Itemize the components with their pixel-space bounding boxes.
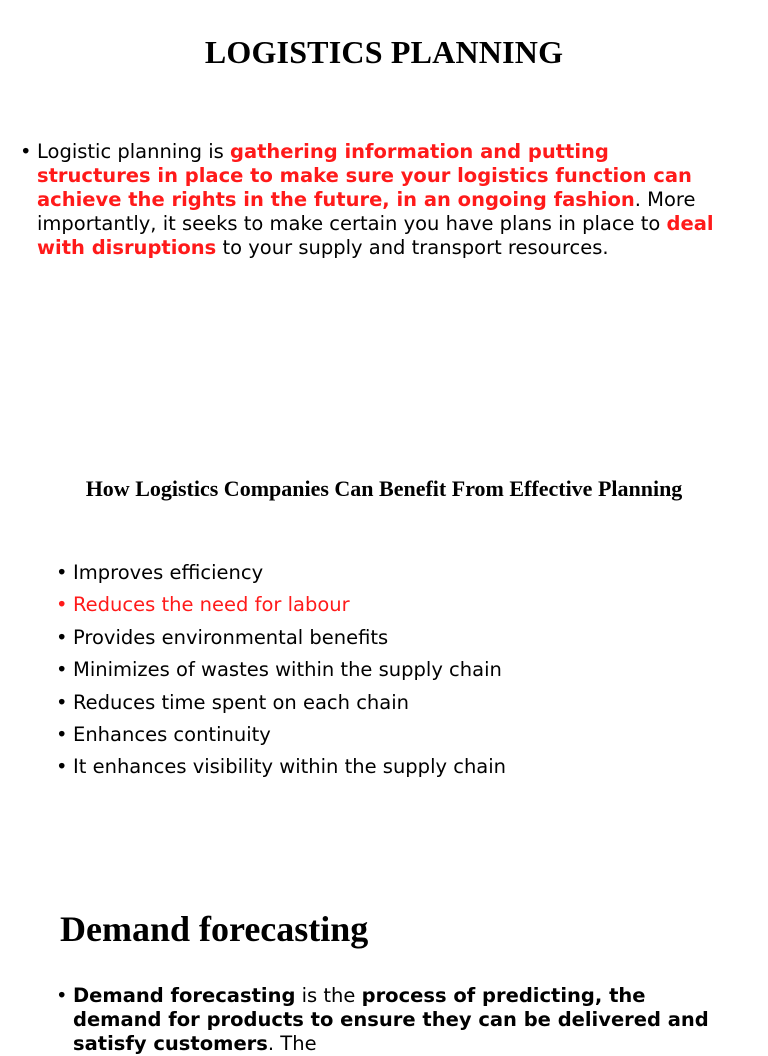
list-item-text: Reduces time spent on each chain <box>73 690 409 714</box>
list-item-text: Minimizes of wastes within the supply chain <box>73 658 502 682</box>
bullet-marker: • <box>56 690 68 714</box>
list-item <box>56 592 506 624</box>
intro-paragraph <box>20 140 720 260</box>
bullet-marker: • <box>56 625 68 649</box>
bullet-marker: • <box>56 984 68 1007</box>
demand-term: Demand forecasting <box>73 984 296 1007</box>
bullet-marker: • <box>20 140 32 163</box>
benefits-heading: How Logistics Companies Can Benefit From Effective Planning <box>85 476 683 501</box>
list-item <box>56 560 506 592</box>
list-item-text: Improves efficiency <box>73 561 264 584</box>
demand-forecasting-heading: Demand forecasting <box>60 909 369 949</box>
demand-forecasting-paragraph <box>56 984 716 1056</box>
intro-highlight-disruptions: deal with disruptions <box>37 212 714 259</box>
intro-text-3: to your supply and transport resources. <box>216 236 609 259</box>
list-item <box>56 657 506 689</box>
benefits-list <box>56 560 506 787</box>
list-item-text: Reduces the need for labour <box>73 593 350 617</box>
demand-text-2: . The <box>267 1032 317 1055</box>
list-item <box>56 690 506 722</box>
page-title: LOGISTICS PLANNING <box>204 34 564 70</box>
list-item-text: It enhances visibility within the supply chain <box>73 755 507 779</box>
bullet-marker: • <box>56 561 68 584</box>
intro-text-2: . More importantly, it seeks to make certain you have plans in place to <box>37 188 696 235</box>
intro-highlight-definition: gathering information and putting structures in place to make sure your logistics function can achieve the rights in the future, in an ongoing fashion <box>37 140 692 211</box>
list-item-text: Enhances continuity <box>73 722 271 746</box>
bullet-marker: • <box>56 658 68 682</box>
bullet-marker: • <box>56 593 68 617</box>
intro-text-1: Logistic planning is <box>37 140 230 163</box>
demand-text-1: is the <box>295 984 362 1007</box>
list-item <box>56 754 506 786</box>
list-item <box>56 722 506 754</box>
bullet-marker: • <box>56 755 68 779</box>
demand-definition: process of predicting, the demand for products to ensure they can be delivered and satisfy customers <box>73 984 709 1055</box>
bullet-marker: • <box>56 722 68 746</box>
list-item <box>56 625 506 657</box>
list-item-text: Provides environmental benefits <box>73 625 389 649</box>
